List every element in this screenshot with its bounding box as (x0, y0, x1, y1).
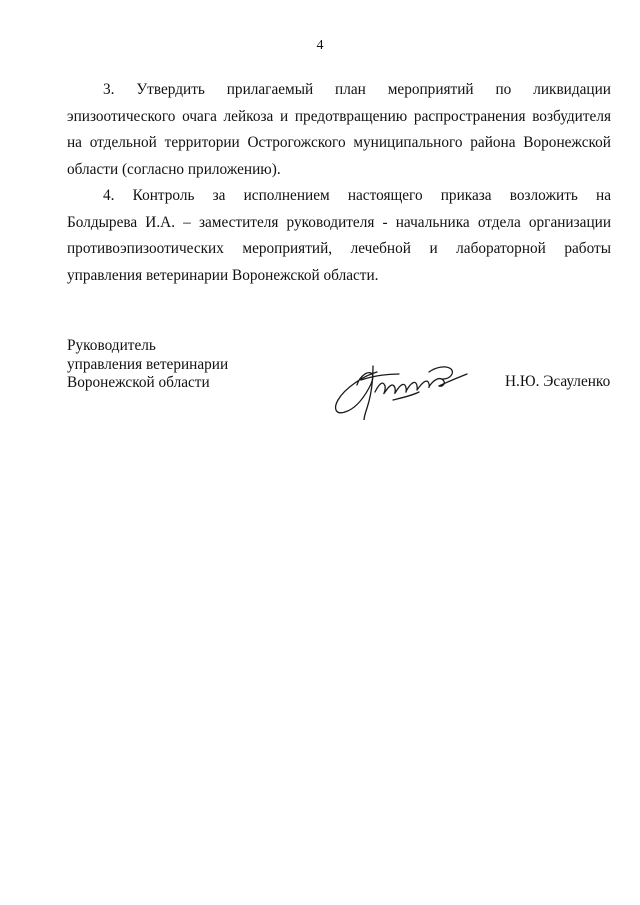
paragraph-control (67, 183, 611, 289)
signature-title-line-1: Руководитель (67, 337, 156, 354)
paragraph-approve-plan (67, 77, 611, 183)
paragraph-control-first-line: 4. Контроль за исполнением настоящего приказа возложить на (103, 187, 611, 204)
document-body (67, 77, 611, 289)
signer-name: Н.Ю. Эсауленко (505, 373, 611, 390)
paragraph-approve-plan-text: очага лейкоза и предотвращению распространения возбудителя на отдельной территории Острогожского муниципального района Воронежской области (согласно приложению). (67, 107, 611, 178)
handwritten-signature (333, 352, 473, 420)
page-number: 4 (316, 38, 324, 53)
signature-title-line-3: Воронежской области (67, 374, 210, 391)
paragraph-control-text: Болдырева И.А. – заместителя руководителя - начальника отдела организации противоэпизоотических мероприятий, лечебной и лабораторной работы управления ветеринарии Воронежской области. (67, 213, 611, 284)
signature-title-line-2: управления ветеринарии (67, 355, 229, 373)
paragraph-approve-plan-first-line: 3. Утвердить прилагаемый план мероприятий по ликвидации эпизоотического (67, 81, 611, 125)
signature-title-block (67, 337, 228, 393)
